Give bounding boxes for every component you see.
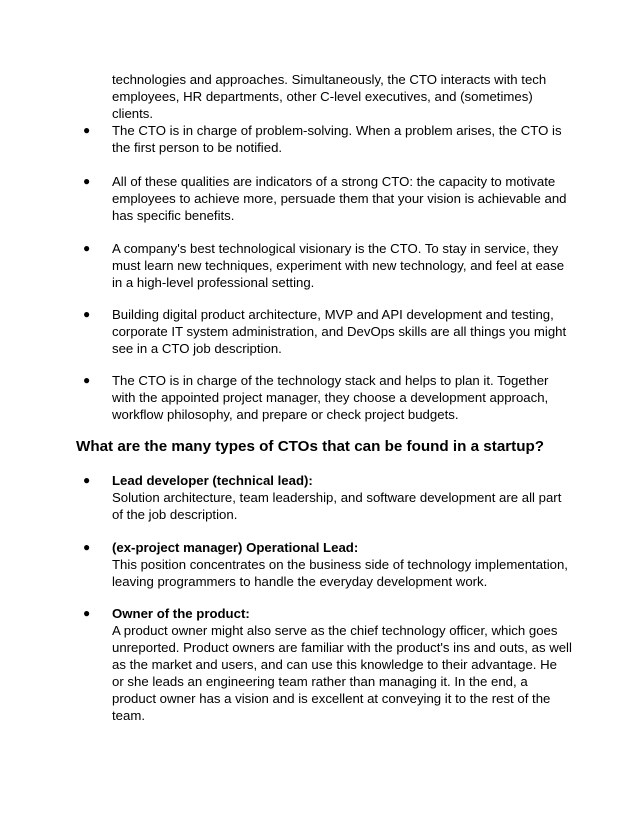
intro-continuation: technologies and approaches. Simultaneously, the CTO interacts with tech employees, HR departments, other C-level executives, and (sometimes) clients.	[112, 72, 547, 121]
bullet-technology-stack: The CTO is in charge of the technology stack and helps to plan it. Together with the appointed project manager, they choose a development approach, workflow philosophy, and prepare or check project budgets.	[112, 373, 549, 422]
cto-type-term: Owner of the product:	[112, 606, 250, 621]
bullet-marker: ●	[83, 307, 91, 321]
cto-type-description: This position concentrates on the business side of technology implementation, leaving programmers to handle the everyday development work.	[112, 557, 568, 589]
bullet-marker: ●	[83, 241, 91, 255]
cto-type-description: A product owner might also serve as the chief technology officer, which goes unreported. Product owners are familiar with the product's ins and outs, as well as the market and users, and can use this knowledge to their advantage. He or she leads an engineering team rather than managing it. In the end, a product owner has a vision and is excellent at conveying it to the rest of the team.	[112, 623, 572, 723]
cto-type-description: Solution architecture, team leadership, and software development are all part of the job description.	[112, 490, 562, 522]
section-heading: What are the many types of CTOs that can be found in a startup?	[76, 438, 545, 455]
bullet-job-description: Building digital product architecture, MVP and API development and testing, corporate IT system administration, and DevOps skills are all things you might see in a CTO job description.	[112, 307, 567, 356]
bullet-marker: ●	[83, 540, 91, 554]
cto-type-term: Lead developer (technical lead):	[112, 473, 313, 488]
cto-type-operational-lead	[112, 539, 572, 590]
bullet-marker: ●	[83, 606, 91, 620]
cto-type-lead-developer	[112, 472, 572, 523]
bullet-marker: ●	[83, 123, 91, 137]
cto-type-term: (ex-project manager) Operational Lead:	[112, 540, 359, 555]
bullet-marker: ●	[83, 473, 91, 487]
bullet-technological-visionary: A company's best technological visionary is the CTO. To stay in service, they must learn new techniques, experiment with new technology, and feel at ease in a high-level professional setting.	[112, 241, 565, 290]
bullet-strong-cto-qualities: All of these qualities are indicators of a strong CTO: the capacity to motivate employees to achieve more, persuade them that your vision is achievable and has specific benefits.	[112, 174, 567, 223]
bullet-marker: ●	[83, 174, 91, 188]
bullet-marker: ●	[83, 373, 91, 387]
cto-type-product-owner	[112, 605, 572, 724]
bullet-problem-solving: The CTO is in charge of problem-solving. When a problem arises, the CTO is the first person to be notified.	[112, 123, 562, 155]
